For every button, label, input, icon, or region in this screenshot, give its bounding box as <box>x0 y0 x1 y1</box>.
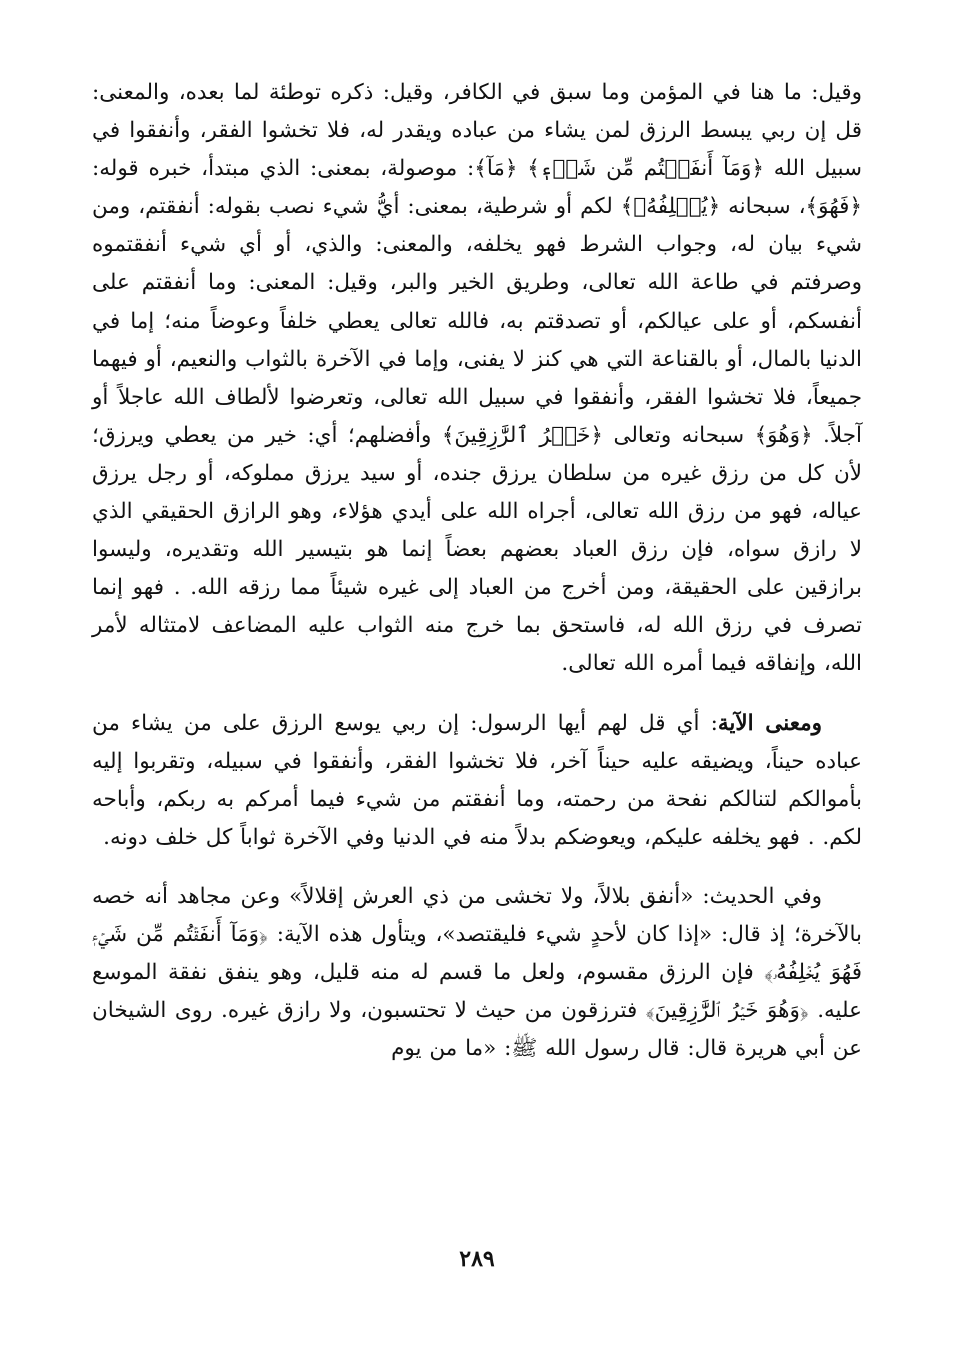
paragraph-2 <box>92 705 862 857</box>
page-number: ٢٨٩ <box>459 1246 495 1272</box>
paragraph-2-text: : أي قل لهم أيها الرسول: إن ربي يوسع الرزق على من يشاء من عباده حيناً، ويضيقه عليه حيناً آخر، فلا تخشوا الفقر، وأنفقوا في سبيله، وتقربوا إليه بأموالكم لتنالكم نفحة من رحمته، وما أنفقتم من شيء فيما أمركم به ربكم، وأباحه لكم. . فهو يخلفه عليكم، ويعوضكم بدلاً منه في الدنيا وفي الآخرة ثواباً كل خلف دونه. <box>92 710 862 850</box>
paragraph-1 <box>92 74 862 684</box>
body-text <box>92 74 862 1068</box>
paragraph-2-lead: ومعنى الآية <box>717 710 822 736</box>
paragraph-3-text: وفي الحديث: «أنفق بلالاً، ولا تخشى من ذي العرش إقلالاً» وعن مجاهد أنه خصه بالآخرة؛ إذ قال: «إذا كان لأحدٍ شيء فليقتصد»، ويتأول هذه الآية: ﴿وَمَآ أَنفَقۡتُم مِّن شَيۡءٖ فَهُوَ يُخۡلِفُهُۥ﴾ فإن الرزق مقسوم، ولعل ما قسم له منه قليل، وهو ينفق نفقة الموسع عليه. ﴿وَهُوَ خَيۡرُ ٱلرَّٰزِقِينَ﴾ فترزقون من حيث لا تحتسبون، ولا رازق غيره. روى الشيخان عن أبي هريرة قال: قال رسول الله ﷺ: «ما من يوم <box>92 883 862 1062</box>
paragraph-3 <box>92 878 862 1068</box>
paragraph-1-text: وقيل: ما هنا في المؤمن وما سبق في الكافر، وقيل: ذكره توطئة لما بعده، والمعنى: قل إن ربي يبسط الرزق لمن يشاء من عباده ويقدر له، فلا تخشوا الفقر، وأنفقوا في سبيل الله ﴿وَمَآ أَنفَقۡتُم مِّن شَيۡءٖ﴾ ﴿مَآ﴾: موصولة، بمعنى: الذي مبتدأ، خبره قوله: ﴿فَهُوَ﴾، سبحانه ﴿يُخۡلِفُهُۥ﴾ لكم أو شرطية، بمعنى: أيُّ شيء نصب بقوله: أنفقتم، ومن شيء بيان له، وجواب الشرط فهو يخلفه، والمعنى: والذي، أو أي شيء أنفقتموه وصرفتم في طاعة الله تعالى، وطريق الخير والبر، وقيل: المعنى: وما أنفقتم على أنفسكم، أو على عيالكم، أو تصدقتم به، فالله تعالى يعطي خلفاً وعوضاً منه؛ إما في الدنيا بالمال، أو بالقناعة التي هي كنز لا يفنى، وإما في الآخرة بالثواب والنعيم، أو فيهما جميعاً، فلا تخشوا الفقر، وأنفقوا في سبيل الله تعالى، وتعرضوا لألطاف الله عاجلاً أو آجلاً. ﴿وَهُوَ﴾ سبحانه وتعالى ﴿خَيۡرُ ٱلرَّٰزِقِينَ﴾ وأفضلهم؛ أي: خير من يعطي ويرزق؛ لأن كل من رزق غيره من سلطان يرزق جنده، أو سيد يرزق مملوكه، أو رجل يرزق عياله، فهو من رزق الله تعالى، أجراه الله على أيدي هؤلاء، وهو الرازق الحقيقي الذي لا رازق سواه، فإن رزق العباد بعضهم بعضاً إنما هو بتيسير الله وتقديره، وليسوا برازقين على الحقيقة، ومن أخرج من العباد إلى غيره شيئاً مما رزقه الله. . فهو إنما تصرف في رزق الله له، فاستحق بما خرج منه الثواب عليه المضاعف لامتثاله لأمر الله، وإنفاقه فيما أمره الله تعالى. <box>92 80 862 677</box>
